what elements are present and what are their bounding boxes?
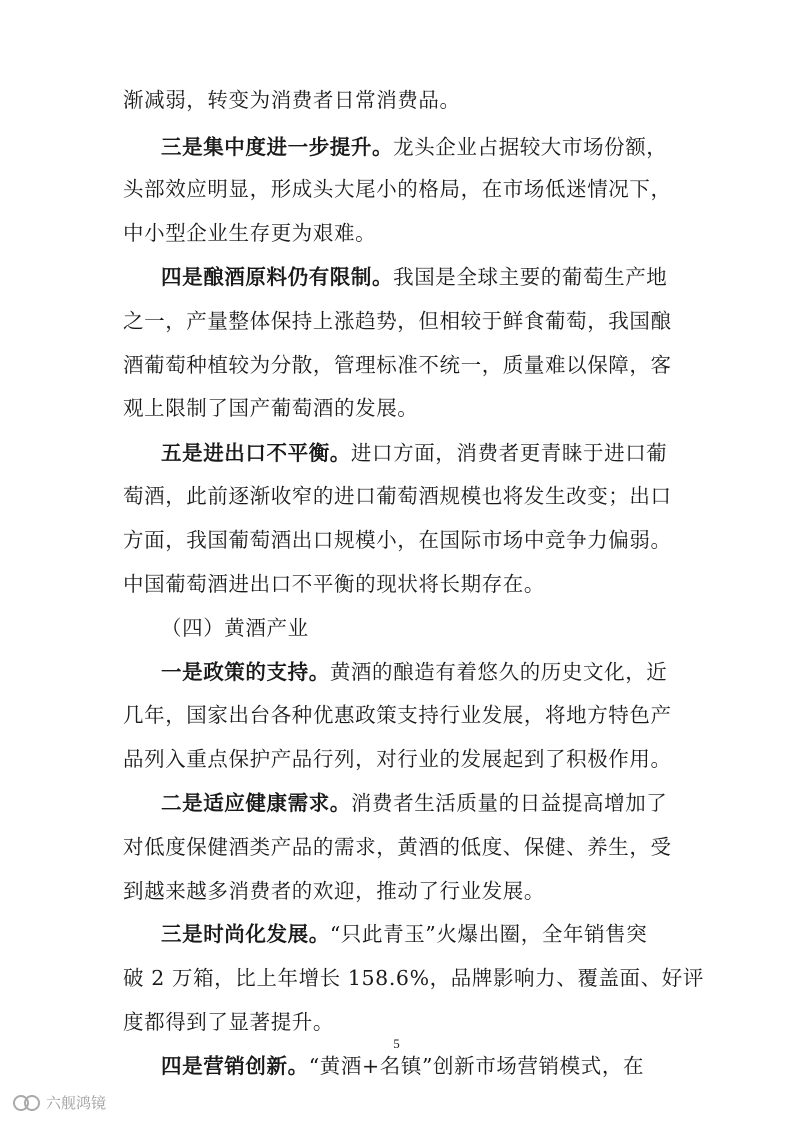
- page-number: 5: [393, 1036, 400, 1051]
- text-line: [161, 263, 721, 291]
- section-heading: 四是酿酒原料仍有限制。: [161, 265, 394, 289]
- line-text: 中小型企业生存更为艰难。: [123, 221, 377, 245]
- text-line: [161, 789, 721, 817]
- text-line: [123, 86, 683, 114]
- text-line: [123, 701, 683, 729]
- text-line: [123, 964, 704, 992]
- section-heading: 二是适应健康需求。: [161, 791, 351, 815]
- line-text: “黄酒+名镇”创新市场营销模式，在: [308, 1054, 645, 1078]
- line-text: 萄酒，此前逐渐收窄的进口葡萄酒规模也将发生改变；出口: [123, 484, 672, 508]
- text-line: [123, 219, 683, 247]
- line-text: 我国是全球主要的葡萄生产地: [393, 265, 668, 289]
- text-line: [123, 1008, 683, 1036]
- line-text: 度都得到了显著提升。: [123, 1010, 334, 1034]
- line-text: 方面，我国葡萄酒出口规模小，在国际市场中竞争力偏弱。: [123, 528, 672, 552]
- text-line: [123, 745, 683, 773]
- line-text: 之一，产量整体保持上涨趋势，但相较于鲜食葡萄，我国酿: [123, 309, 672, 333]
- text-line: [123, 482, 683, 510]
- text-line: [161, 439, 721, 467]
- watermark-text: 六舰鸿镜: [46, 1094, 107, 1112]
- text-line: [161, 658, 721, 686]
- text-line: [123, 394, 683, 422]
- text-line: [161, 920, 721, 948]
- text-line: [123, 175, 683, 203]
- line-text: 黄酒的酿造有着悠久的历史文化，近: [329, 660, 668, 684]
- watermark: [12, 1092, 106, 1113]
- line-text: 观上限制了国产葡萄酒的发展。: [123, 396, 419, 420]
- line-text: 到越来越多消费者的欢迎，推动了行业发展。: [123, 879, 545, 903]
- text-line: [123, 307, 683, 335]
- section-heading: 四是营销创新。: [161, 1054, 309, 1078]
- line-text: 对低度保健酒类产品的需求，黄酒的低度、保健、养生，受: [123, 835, 672, 859]
- line-text: 几年，国家出台各种优惠政策支持行业发展，将地方特色产: [123, 703, 672, 727]
- line-text: （四）黄酒产业: [161, 616, 309, 640]
- line-text: 渐减弱，转变为消费者日常消费品。: [123, 88, 461, 112]
- section-heading: 三是集中度进一步提升。: [161, 135, 394, 159]
- section-heading: 五是进出口不平衡。: [161, 441, 351, 465]
- line-text: 龙头企业占据较大市场份额，: [393, 135, 668, 159]
- line-text: 消费者生活质量的日益提高增加了: [350, 791, 668, 815]
- line-text: 头部效应明显，形成头大尾小的格局，在市场低迷情况下，: [123, 177, 672, 201]
- section-heading: 三是时尚化发展。: [161, 922, 330, 946]
- line-text: 破 2 万箱，比上年增长 158.6%，品牌影响力、覆盖面、好评: [123, 966, 704, 990]
- line-text: 进口方面，消费者更青睐于进口葡: [350, 441, 668, 465]
- line-text: “只此青玉”火爆出圈，全年销售突: [329, 922, 648, 946]
- line-text: 品列入重点保护产品行列，对行业的发展起到了积极作用。: [123, 747, 672, 771]
- section-heading: 一是政策的支持。: [161, 660, 330, 684]
- line-text: 中国葡萄酒进出口不平衡的现状将长期存在。: [123, 572, 545, 596]
- text-line: [161, 133, 721, 161]
- text-line: [123, 526, 683, 554]
- watermark-logo-icon: [12, 1093, 42, 1113]
- line-text: 酒葡萄种植较为分散，管理标准不统一，质量难以保障，客: [123, 353, 672, 377]
- text-line: [123, 351, 683, 379]
- text-line: [123, 833, 683, 861]
- text-line: [123, 570, 683, 598]
- text-line: [161, 1052, 721, 1080]
- text-line: [123, 877, 683, 905]
- text-line: [161, 614, 721, 642]
